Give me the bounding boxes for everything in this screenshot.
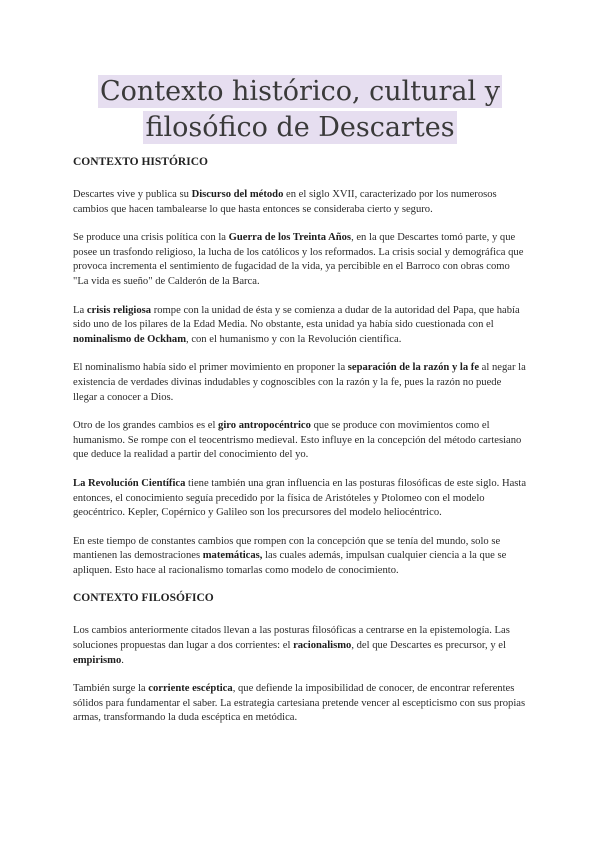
section-heading: CONTEXTO FILOSÓFICO — [73, 592, 214, 605]
bold-term: matemáticas, — [202, 550, 263, 562]
bold-term: La Revolución Científica — [73, 477, 186, 489]
paragraph — [73, 535, 527, 579]
text-run: Otro de los grandes cambios es el — [73, 420, 219, 432]
paragraph — [73, 361, 527, 405]
bold-term: racionalismo — [293, 640, 352, 652]
document-body — [73, 156, 527, 740]
paragraph — [73, 304, 527, 348]
section-heading: CONTEXTO HISTÓRICO — [73, 156, 208, 168]
page-title-container — [40, 74, 560, 146]
text-run: en el siglo XVII, caracterizado por los numerosos cambios que hacen tambalearse lo que hasta entonces se consideraba cierto y seguro. — [73, 189, 497, 215]
text-run: las cuales además, impulsan cualquier ciencia a la que se apliquen. Esto hace al racionalismo tomarlas como modelo de conocimiento. — [73, 550, 507, 576]
text-run: Se produce una crisis política con la — [73, 232, 229, 244]
paragraph — [73, 231, 527, 289]
text-run: La — [73, 304, 87, 316]
text-run: que se produce con movimientos como el humanismo. Se rompe con el teocentrismo medieval. Esto influye en la concepción del método cartesiano que deduce la realidad a partir del conocimiento del yo. — [73, 420, 522, 461]
text-run: Descartes vive y publica su — [73, 189, 192, 200]
paragraph — [73, 477, 527, 521]
text-run: . — [121, 654, 124, 666]
text-run: El nominalismo había sido el primer movimiento en proponer la — [73, 362, 348, 374]
text-run: En este tiempo de constantes cambios que rompen con la concepción que se tenía del mundo, solo se mantienen las demostraciones — [73, 535, 501, 562]
paragraph — [73, 188, 527, 217]
bold-term: corriente escéptica — [148, 683, 233, 695]
text-run: al negar la existencia de verdades divinas indudables y cognoscibles con la razón y la fe, pues la razón no puede llegar a conocer a Dios. — [73, 362, 526, 403]
bold-term: giro antropocéntrico — [218, 420, 311, 432]
text-run: tiene también una gran influencia en las posturas filosóficas de este siglo. Hasta entonces, el conocimiento seguía precedido por la física de Aristóteles y Ptolomeo con el modelo geocéntrico. Kepler, Copérnico y Galileo son los precursores del modelo heliocéntrico. — [73, 477, 527, 519]
bold-term: Guerra de los Treinta Años — [228, 232, 352, 244]
text-run: rompe con la unidad de ésta y se comienza a dudar de la autoridad del Papa, que había sido uno de los pilares de la Edad Media. No obstante, esta unidad ya había sido cuestionada con el — [73, 304, 520, 331]
paragraph — [73, 682, 527, 726]
page-title: Contexto histórico, cultural y filosófico de Descartes — [100, 76, 500, 143]
bold-term: nominalismo de Ockham — [73, 333, 187, 345]
section — [73, 156, 527, 578]
bold-term: empirismo — [73, 654, 122, 666]
text-run: , en la que Descartes tomó parte, y que posee un trasfondo religioso, la lucha de los católicos y los reformados. La crisis social y demográfica que provoca incrementa el sentimiento de fugacidad de la vida, ya percibible en el Barroco con obras como "La vida es sueño" de Calderón de la Barca. — [73, 232, 524, 287]
section — [73, 592, 527, 726]
bold-term: separación de la razón y la fe — [347, 362, 480, 374]
text-run: , con el humanismo y con la Revolución científica. — [186, 333, 402, 345]
paragraph — [73, 624, 527, 668]
text-run: , del que Descartes es precursor, y el — [351, 640, 506, 652]
text-run: También surge la — [73, 683, 149, 695]
bold-term: Discurso del método — [191, 189, 284, 200]
text-run: , que defiende la imposibilidad de conocer, de encontrar referentes sólidos para fundamentar el saber. La estrategia cartesiana pretende vencer al escepticismo con sus propias armas, transformando la duda escéptica en metódica. — [73, 683, 526, 724]
bold-term: crisis religiosa — [86, 304, 152, 316]
paragraph — [73, 419, 527, 463]
text-run: Los cambios anteriormente citados llevan a las posturas filosóficas a centrarse en la epistemología. Las soluciones propuestas dan lugar a dos corrientes: el — [73, 625, 510, 652]
